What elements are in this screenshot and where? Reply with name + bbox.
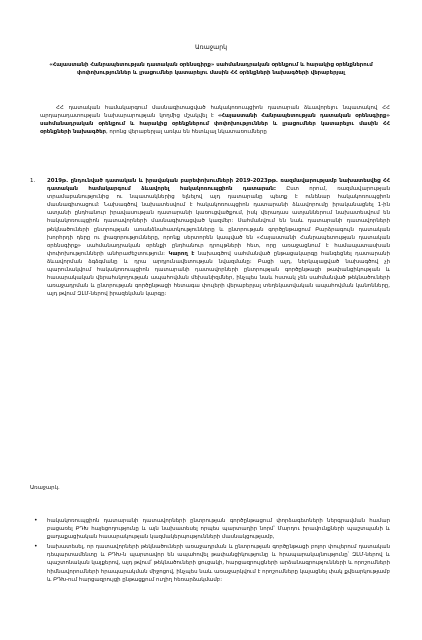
bullet-icon: • <box>34 543 38 551</box>
item-bold-phrase: Կարող է <box>164 250 195 257</box>
list-item <box>30 177 390 298</box>
intro-bold-text: «Հայաստանի Հանրապետության դատական օրենսգիրք» սահմանադրական օրենքում և հարակից օրենքներում փոփոխություններ և լրացումներ կատարելու մասին ՀՀ օրենքների նախագծեր <box>40 113 390 136</box>
item-text: Բացի այդ, ներկայացված նախագծով չի պարունակվում հակակոռուպցիոն դատարանի դատավորների ընտրության գործընթացի թափանցիկության և հասարակական վերահսկողության ապահովման մեխանիզմներ, ինչպես նաև հստակ չեն սահմանված թեկնածուների առաջադրման և ընտրության գործընթացի հետագա փուլերի վերաբերյալ տեղեկատվական ապահովման կանոնները, այդ թվում <box>47 258 390 298</box>
list-item <box>30 543 390 583</box>
bullet-list <box>30 517 390 586</box>
bullet-icon: • <box>34 517 38 524</box>
item-text: Ըստ որում, ռազմավարության տրամաբանությունից ու նպատակներից ելնելով այդ դատարանը պետք է ունենար հակակոռուպցիոն մասնագիտացում: Նախագծով նախատեսվում է հակակոռուպցիոն դատարանի ձևավորումը իրականացնել 1-ին ատյանի ընդհանուր իրավասության դատարանի կառուցվածքում, իսկ վերադաս ատյաններում նախատեսվում են հակակոռուպցիոն դատավորների մասնագիտացված կազմեր: Սահմանվում են նաև դատարանի դատավորների թեկնածուների ընտրության առանձնահատկությունները և ընտրության գործընթացում Բարձրագույն դատական խորհրդի դերը ու լիազորությունները, որոնք սերտորեն կապված են «Հայաստանի Հանրապետության դատական օրենսգիրք» սահմանադրական օրենքի ընդհանուր դրույթների հետ, որը առաջացնում է համապատասխան փոփոխությունների անհրաժեշտություն: <box>47 186 391 257</box>
intro-text-end: , որոնց վերաբերյալ առկա են հետևյալ նկատառումները <box>106 129 267 136</box>
item-text: նախագծով սահմանված ընթացակարգը հանգեցնել դատարանի ձևավորման ձգձգմանը և դրա արդյունավետության նվազմանը: <box>47 250 390 265</box>
bullet-text: նախատեսել, որ դատավորների թեկնածուների առաջադրման և ընտրության գործընթացի բոլոր փուլերում դատական դեպարտամենտը և ԲԴԽ-ն պարտավոր են ապահովել թափանցիկությունը և հրապարակայնությունը՝ ԶԼՄ-ներով և պաշտոնական կայքերով, այդ թվում՝ թեկնածուների ցուցակի, հարցազրույցների արձանագրությունների և որոշումների հիմնավորումների հրապարակման միջոցով, ինչպես նաև առաջարկվում է որոշումները կայացնել փակ քվեարկությամբ և ԲԴԽ-ում հարցազրույցի ընթացքում ուղիղ հեռարձակմամբ: <box>47 544 390 583</box>
intro-paragraph <box>40 104 390 136</box>
numbered-list <box>30 177 390 298</box>
bullet-text: հակակոռուպցիոն դատարանի դատավորների ընտրության գործընթացում փորձագետների ներգրավման համար բացառել ԲԴԽ հայեցողությունը և այն նախատեսել որպես պարտադիր նորմ՝ Մարդու իրավունքների պաշտպանի և քաղաքացիական հասարակության կազմակերպությունների մասնակցությամբ, <box>47 518 390 541</box>
item-text: ԶԼՄ-ներով իրազեկման կարգը: <box>75 291 167 298</box>
item-number: 1. <box>30 178 36 184</box>
intro-text-start: ՀՀ դատական համակարգում մասնագիտացված հակակոռուպցիոն դատարան ձևավորելու նպատակով ՀՀ արդարադատության նախարարության կողմից մշակվել է <box>40 105 390 120</box>
list-item <box>30 517 390 541</box>
proposal-lead: Առաջարկ. <box>30 485 60 491</box>
item-bold-heading: 2019թ. ընդունված դատական և իրավական բարեփոխումների 2019-2023թթ. ռազմավարությամբ նախատեսվեց ՀՀ դատական համակարգում ձևավորել հակակոռուպցիոն դատարան: <box>47 178 390 193</box>
document-title: Առաջարկ <box>194 44 228 51</box>
document-subtitle: «Հայաստանի Հանրապետության դատական օրենսգիրք» սահմանադրական օրենքում և հարակից օրենքներում փոփոխություններ և լրացումներ կատարելու մասին ՀՀ օրենքների նախագծերի վերաբերյալ <box>49 62 373 77</box>
